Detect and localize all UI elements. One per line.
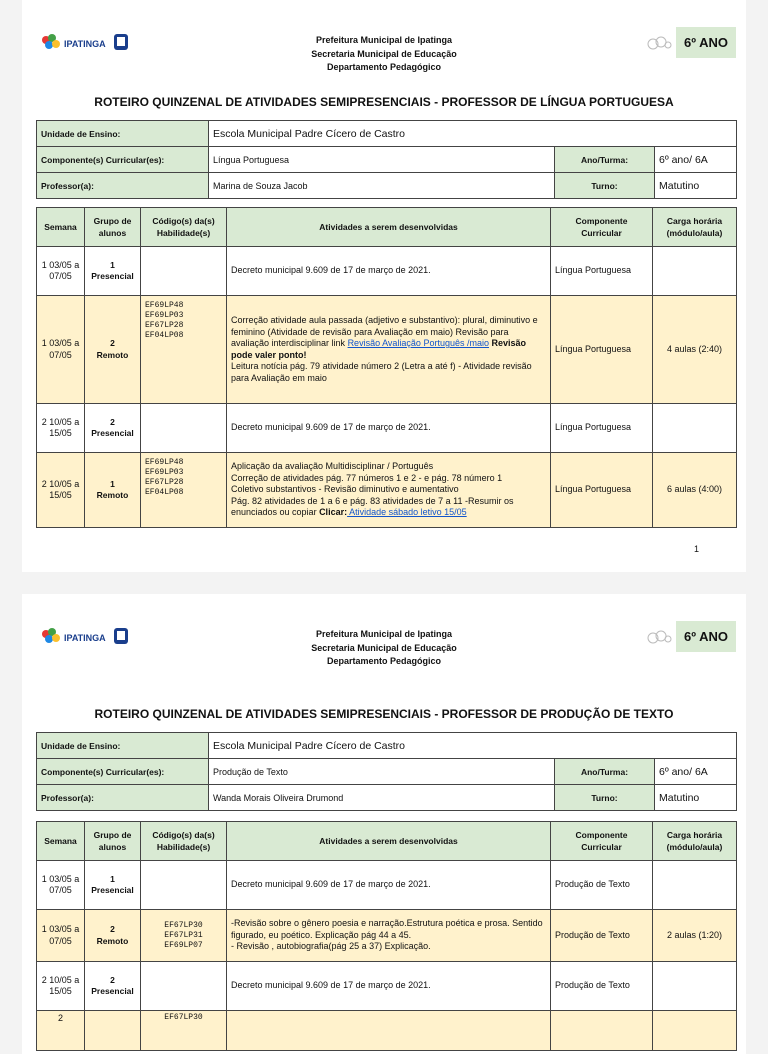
activities-table bbox=[36, 207, 737, 528]
grupo-cell bbox=[85, 1011, 141, 1051]
atividade-cell: Decreto municipal 9.609 de 17 de março de 2021. bbox=[227, 962, 551, 1011]
col-grupo: Grupo de alunos bbox=[85, 208, 141, 247]
page-header bbox=[22, 624, 746, 674]
semana-cell: 1 03/05 a 07/05 bbox=[37, 296, 85, 404]
atividade-cell: Correção atividade aula passada (adjetivo e substantivo): plural, diminutivo e feminino (Atividade de revisão para Avaliação em maio) Revisão para avaliação interdisciplinar link Revisão Avaliação Português /maio Revisão pode valer ponto! Leitura notícia pág. 79 atividade número 2 (Letra a até f) - Atividade revisão para Avaliação em maio bbox=[227, 296, 551, 404]
info-table bbox=[36, 120, 737, 199]
codigo-cell: EF67LP30 bbox=[141, 1011, 227, 1051]
col-carga: Carga horária (módulo/aula) bbox=[653, 208, 737, 247]
codigo-cell bbox=[141, 861, 227, 910]
table-row bbox=[37, 910, 737, 962]
semana-cell: 1 03/05 a 07/05 bbox=[37, 247, 85, 296]
header-line-1: Prefeitura Municipal de Ipatinga bbox=[315, 629, 453, 639]
componente-cell: Língua Portuguesa bbox=[551, 296, 653, 404]
carga-cell: 4 aulas (2:40) bbox=[653, 296, 737, 404]
componente-cell: Produção de Texto bbox=[551, 861, 653, 910]
componente-label: Componente(s) Curricular(es): bbox=[37, 759, 209, 785]
unidade-label: Unidade de Ensino: bbox=[37, 733, 209, 759]
grade-badge: 6º ANO bbox=[676, 27, 736, 58]
table-row bbox=[37, 861, 737, 910]
col-codigo: Código(s) da(s) Habilidade(s) bbox=[141, 822, 227, 861]
grupo-cell: 1 Presencial bbox=[85, 861, 141, 910]
table-row bbox=[37, 296, 737, 404]
atividade-sabado-link[interactable]: Atividade sábado letivo 15/05 bbox=[347, 507, 467, 518]
ano-turma-label: Ano/Turma: bbox=[555, 147, 655, 173]
logo-text: IPATINGA bbox=[64, 39, 106, 49]
atividade-cell: Decreto municipal 9.609 de 17 de março de 2021. bbox=[227, 861, 551, 910]
activities-table bbox=[36, 821, 737, 1051]
codigo-cell: EF67LP30 EF67LP31 EF69LP07 bbox=[141, 910, 227, 962]
col-carga: Carga horária (módulo/aula) bbox=[653, 822, 737, 861]
codigo-cell bbox=[141, 962, 227, 1011]
col-semana: Semana bbox=[37, 822, 85, 861]
header-line-1: Prefeitura Municipal de Ipatinga bbox=[315, 35, 453, 45]
carga-cell bbox=[653, 404, 737, 453]
semana-cell: 2 10/05 a 15/05 bbox=[37, 962, 85, 1011]
department-heading bbox=[22, 34, 746, 75]
table-row bbox=[37, 1011, 737, 1051]
atividade-cell bbox=[227, 1011, 551, 1051]
page-number: 1 bbox=[694, 544, 700, 554]
codigo-cell: EF69LP48 EF69LP03 EF67LP28 EF04LP08 bbox=[141, 296, 227, 404]
componente-value: Produção de Texto bbox=[209, 759, 555, 785]
carga-cell bbox=[653, 1011, 737, 1051]
header-line-3: Departamento Pedagógico bbox=[326, 62, 442, 72]
carga-cell: 2 aulas (1:20) bbox=[653, 910, 737, 962]
componente-value: Língua Portuguesa bbox=[209, 147, 555, 173]
grupo-cell: 2 Presencial bbox=[85, 404, 141, 453]
col-atividades: Atividades a serem desenvolvidas bbox=[227, 822, 551, 861]
ano-turma-value: 6º ano/ 6A bbox=[655, 759, 737, 785]
revisao-avaliacao-link[interactable]: Revisão Avaliação Português /maio bbox=[347, 338, 489, 348]
col-componente: Componente Curricular bbox=[551, 208, 653, 247]
page-header bbox=[22, 30, 746, 80]
header-line-2: Secretaria Municipal de Educação bbox=[311, 48, 457, 59]
componente-cell bbox=[551, 1011, 653, 1051]
turno-label: Turno: bbox=[555, 785, 655, 811]
professor-label: Professor(a): bbox=[37, 785, 209, 811]
codigo-cell bbox=[141, 404, 227, 453]
table-header-row bbox=[37, 822, 737, 861]
atividade-cell: Decreto municipal 9.609 de 17 de março de 2021. bbox=[227, 404, 551, 453]
document-page-2 bbox=[22, 594, 746, 1054]
professor-value: Wanda Morais Oliveira Drumond bbox=[209, 785, 555, 811]
turno-label: Turno: bbox=[555, 173, 655, 199]
semana-cell: 1 03/05 a 07/05 bbox=[37, 910, 85, 962]
grupo-cell: 2 Presencial bbox=[85, 962, 141, 1011]
carga-cell: 6 aulas (4:00) bbox=[653, 453, 737, 528]
grupo-cell: 1 Presencial bbox=[85, 247, 141, 296]
table-header-row bbox=[37, 208, 737, 247]
professor-value: Marina de Souza Jacob bbox=[209, 173, 555, 199]
grupo-cell: 1 Remoto bbox=[85, 453, 141, 528]
col-atividades: Atividades a serem desenvolvidas bbox=[227, 208, 551, 247]
table-row bbox=[37, 247, 737, 296]
codigo-cell: EF69LP48 EF69LP03 EF67LP28 EF04LP08 bbox=[141, 453, 227, 528]
decorative-doodle-icon bbox=[646, 627, 676, 649]
carga-cell bbox=[653, 247, 737, 296]
professor-label: Professor(a): bbox=[37, 173, 209, 199]
componente-cell: Produção de Texto bbox=[551, 910, 653, 962]
unidade-value: Escola Municipal Padre Cícero de Castro bbox=[209, 121, 737, 147]
carga-cell bbox=[653, 861, 737, 910]
componente-cell: Língua Portuguesa bbox=[551, 453, 653, 528]
decorative-doodle-icon bbox=[646, 33, 676, 55]
table-row bbox=[37, 404, 737, 453]
logo-text: IPATINGA bbox=[64, 633, 106, 643]
document-page-1 bbox=[22, 0, 746, 572]
semana-cell: 2 10/05 a 15/05 bbox=[37, 404, 85, 453]
semana-cell: 1 03/05 a 07/05 bbox=[37, 861, 85, 910]
ano-turma-label: Ano/Turma: bbox=[555, 759, 655, 785]
atividade-cell: Decreto municipal 9.609 de 17 de março de 2021. bbox=[227, 247, 551, 296]
header-line-3: Departamento Pedagógico bbox=[326, 656, 442, 666]
carga-cell bbox=[653, 962, 737, 1011]
unidade-label: Unidade de Ensino: bbox=[37, 121, 209, 147]
grade-badge: 6º ANO bbox=[676, 621, 736, 652]
unidade-value: Escola Municipal Padre Cícero de Castro bbox=[209, 733, 737, 759]
componente-cell: Produção de Texto bbox=[551, 962, 653, 1011]
atividade-cell: -Revisão sobre o gênero poesia e narração.Estrutura poética e prosa. Sentido figurado, eu poético. Explicação pág 44 a 45. - Revisão , autobiografia(pág 25 a 37) Explicação. bbox=[227, 910, 551, 962]
componente-label: Componente(s) Curricular(es): bbox=[37, 147, 209, 173]
table-row bbox=[37, 453, 737, 528]
semana-cell: 2 10/05 a 15/05 bbox=[37, 453, 85, 528]
grupo-cell: 2 Remoto bbox=[85, 296, 141, 404]
turno-value: Matutino bbox=[655, 173, 737, 199]
codigo-cell bbox=[141, 247, 227, 296]
semana-cell: 2 bbox=[37, 1011, 85, 1051]
header-line-2: Secretaria Municipal de Educação bbox=[311, 642, 457, 653]
col-componente: Componente Curricular bbox=[551, 822, 653, 861]
page-title: ROTEIRO QUINZENAL DE ATIVIDADES SEMIPRESENCIAIS - PROFESSOR DE PRODUÇÃO DE TEXTO bbox=[94, 707, 674, 721]
grupo-cell: 2 Remoto bbox=[85, 910, 141, 962]
department-heading bbox=[22, 628, 746, 669]
col-semana: Semana bbox=[37, 208, 85, 247]
componente-cell: Língua Portuguesa bbox=[551, 404, 653, 453]
turno-value: Matutino bbox=[655, 785, 737, 811]
componente-cell: Língua Portuguesa bbox=[551, 247, 653, 296]
col-grupo: Grupo de alunos bbox=[85, 822, 141, 861]
page-title: ROTEIRO QUINZENAL DE ATIVIDADES SEMIPRESENCIAIS - PROFESSOR DE LÍNGUA PORTUGUESA bbox=[94, 95, 674, 109]
col-codigo: Código(s) da(s) Habilidade(s) bbox=[141, 208, 227, 247]
atividade-cell: Aplicação da avaliação Multidisciplinar / Português Correção de atividades pág. 77 números 1 e 2 - e pág. 78 número 1 Coletivo substantivos - Revisão diminutivo e aumentativo Pág. 82 atividades de 1 a 6 e pág. 83 atividades de 7 a 11 -Resumir os enunciados ou copiar Clicar: Atividade sábado letivo 15/05 bbox=[227, 453, 551, 528]
ano-turma-value: 6º ano/ 6A bbox=[655, 147, 737, 173]
info-table bbox=[36, 732, 737, 811]
table-row bbox=[37, 962, 737, 1011]
